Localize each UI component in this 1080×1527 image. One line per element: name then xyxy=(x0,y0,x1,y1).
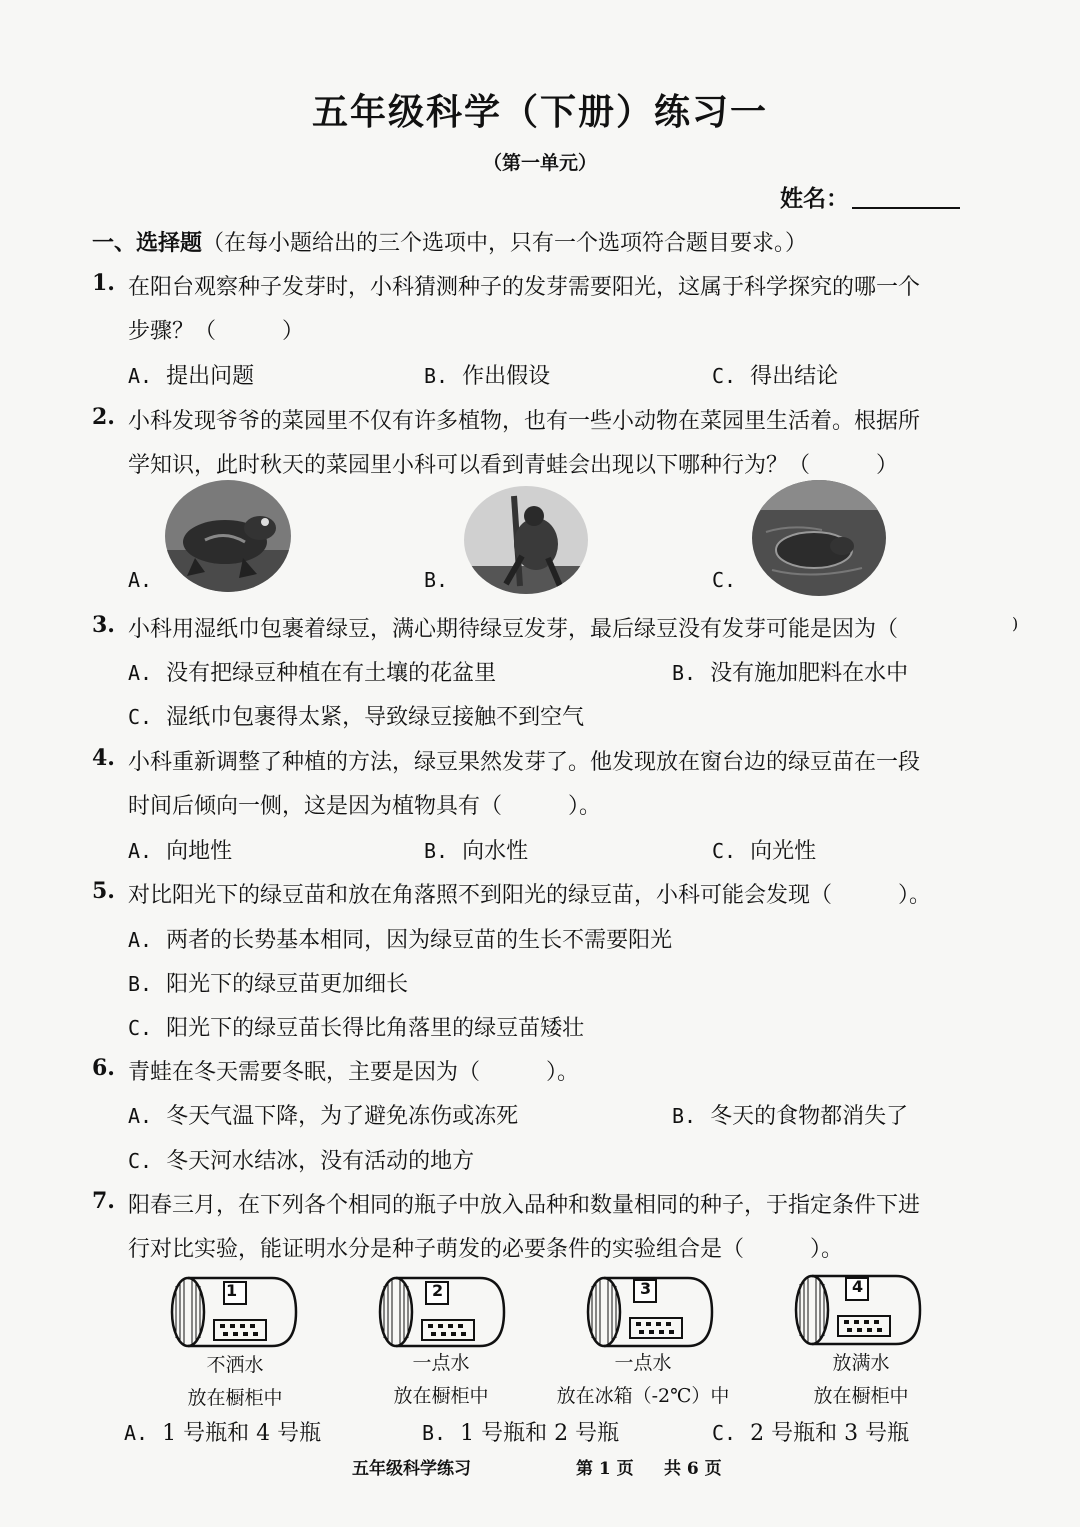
option-label: A. xyxy=(128,568,153,592)
footer-page-number: 第 1 页 xyxy=(576,1459,634,1479)
jar-number: 4 xyxy=(852,1277,864,1296)
option-label: B. xyxy=(424,568,449,592)
option-text: 向地性 xyxy=(166,839,233,864)
option-label: B. xyxy=(424,364,449,388)
option-label: C. xyxy=(712,364,737,388)
option-c[interactable] xyxy=(128,700,584,731)
option-b[interactable] xyxy=(422,1416,619,1447)
jar-water-label: 不洒水 xyxy=(206,1354,264,1376)
option-c[interactable] xyxy=(128,1144,474,1175)
option-a[interactable] xyxy=(128,1099,518,1130)
jar-number: 3 xyxy=(640,1279,652,1298)
jar-water-label: 一点水 xyxy=(412,1352,470,1374)
option-b[interactable] xyxy=(424,359,550,390)
page-title: 五年级科学（下册）练习一 xyxy=(311,91,768,133)
option-label: C. xyxy=(712,568,737,592)
option-a[interactable] xyxy=(128,834,232,865)
question-text-line: 对比阳光下的绿豆苗和放在角落照不到阳光的绿豆苗，小科可能会发现（ ）。 xyxy=(128,883,932,908)
option-text: 冬天河水结冰，没有活动的地方 xyxy=(166,1149,475,1174)
question-number: 1. xyxy=(92,270,115,296)
option-label: C. xyxy=(128,705,153,729)
option-label: A. xyxy=(124,1421,149,1445)
frog-in-water-icon xyxy=(752,480,886,596)
question-text-line: 学知识，此时秋天的菜园里小科可以看到青蛙会出现以下哪种行为？（ ） xyxy=(128,453,899,478)
option-c[interactable] xyxy=(128,1011,584,1042)
question-text-line: 青蛙在冬天需要冬眠，主要是因为（ ）。 xyxy=(128,1060,580,1085)
option-text: 1 号瓶和 4 号瓶 xyxy=(162,1421,322,1446)
option-label: B. xyxy=(672,661,697,685)
option-text: 向光性 xyxy=(750,839,817,864)
option-c[interactable] xyxy=(712,834,816,865)
option-c[interactable] xyxy=(712,568,750,593)
question-number: 5. xyxy=(92,878,115,904)
option-label: A. xyxy=(128,661,153,685)
question-number: 4. xyxy=(92,745,115,771)
jar-place-label: 放在橱柜中 xyxy=(813,1385,909,1407)
question-text-line: 小科用湿纸巾包裹着绿豆，满心期待绿豆发芽，最后绿豆没有发芽可能是因为（ xyxy=(128,617,899,642)
jar-place-label: 放在橱柜中 xyxy=(393,1385,489,1407)
option-label: A. xyxy=(128,364,153,388)
footer-total-pages: 共 6 页 xyxy=(664,1459,722,1479)
frog-climbing-icon xyxy=(464,486,588,594)
question-text-line: 时间后倾向一侧，这是因为植物具有（ ）。 xyxy=(128,794,602,819)
option-label: C. xyxy=(128,1149,153,1173)
question-number: 6. xyxy=(92,1055,115,1081)
option-text: 两者的长势基本相同，因为绿豆苗的生长不需要阳光 xyxy=(166,928,673,953)
option-label: A. xyxy=(128,1104,153,1128)
option-b[interactable] xyxy=(424,834,528,865)
option-b[interactable] xyxy=(672,656,908,687)
jar-place-label: 放在冰箱（-2℃）中 xyxy=(556,1385,730,1407)
option-b[interactable] xyxy=(128,967,408,998)
option-label: C. xyxy=(128,1016,153,1040)
option-a[interactable] xyxy=(128,656,496,687)
option-text: 向水性 xyxy=(462,839,529,864)
option-a[interactable] xyxy=(124,1416,321,1447)
jar-number: 2 xyxy=(432,1281,444,1300)
question-text-line: 在阳台观察种子发芽时，小科猜测种子的发芽需要阳光，这属于科学探究的哪一个 xyxy=(128,275,921,300)
question-text-line: 小科发现爷爷的菜园里不仅有许多植物，也有一些小动物在菜园里生活着。根据所 xyxy=(128,409,921,434)
jar-number: 1 xyxy=(226,1281,238,1300)
question-text-line: 阳春三月，在下列各个相同的瓶子中放入品种和数量相同的种子，于指定条件下进 xyxy=(128,1193,921,1218)
option-text: 2 号瓶和 3 号瓶 xyxy=(750,1421,910,1446)
jar-water-label: 一点水 xyxy=(614,1352,672,1374)
option-label: B. xyxy=(422,1421,447,1445)
option-c[interactable] xyxy=(712,1416,909,1447)
frog-sitting-icon xyxy=(165,480,291,592)
option-label: C. xyxy=(712,839,737,863)
question-number: 7. xyxy=(92,1188,115,1214)
question-text-line: 行对比实验，能证明水分是种子萌发的必要条件的实验组合是（ ）。 xyxy=(128,1237,844,1262)
option-label: B. xyxy=(128,972,153,996)
option-b[interactable] xyxy=(424,568,462,593)
option-a[interactable] xyxy=(128,568,166,593)
option-text: 1 号瓶和 2 号瓶 xyxy=(460,1421,620,1446)
option-c[interactable] xyxy=(712,359,838,390)
option-text: 没有把绿豆种植在有土壤的花盆里 xyxy=(166,661,497,686)
option-text: 阳光下的绿豆苗长得比角落里的绿豆苗矮壮 xyxy=(166,1016,585,1041)
name-label: 姓名： xyxy=(780,185,849,212)
question-number: 3. xyxy=(92,612,115,638)
option-label: B. xyxy=(424,839,449,863)
option-a[interactable] xyxy=(128,923,672,954)
section-title: 一、选择题 xyxy=(92,230,203,256)
jar-water-label: 放满水 xyxy=(832,1352,890,1374)
page-subtitle: （第一单元） xyxy=(482,152,597,174)
option-text: 得出结论 xyxy=(750,364,839,389)
section-instruction: （在每小题给出的三个选项中，只有一个选项符合题目要求。） xyxy=(202,231,808,256)
footer-title: 五年级科学练习 xyxy=(352,1459,471,1479)
question-number: 2. xyxy=(92,404,115,430)
question-text-line: ) xyxy=(1012,614,1019,633)
option-label: B. xyxy=(672,1104,697,1128)
question-text-line: 小科重新调整了种植的方法，绿豆果然发芽了。他发现放在窗台边的绿豆苗在一段 xyxy=(128,750,921,775)
option-label: C. xyxy=(712,1421,737,1445)
option-text: 湿纸巾包裹得太紧，导致绿豆接触不到空气 xyxy=(166,705,585,730)
option-text: 提出问题 xyxy=(166,364,255,389)
option-text: 冬天气温下降，为了避免冻伤或冻死 xyxy=(166,1104,519,1129)
option-label: A. xyxy=(128,928,153,952)
option-text: 冬天的食物都消失了 xyxy=(710,1104,909,1129)
section-heading xyxy=(92,226,807,257)
option-b[interactable] xyxy=(672,1099,908,1130)
jar-place-label: 放在橱柜中 xyxy=(187,1387,283,1409)
option-text: 阳光下的绿豆苗更加细长 xyxy=(166,972,409,997)
option-label: A. xyxy=(128,839,153,863)
name-blank-line[interactable] xyxy=(852,207,960,209)
option-a[interactable] xyxy=(128,359,254,390)
option-text: 没有施加肥料在水中 xyxy=(710,661,909,686)
question-text-line: 步骤？（ ） xyxy=(128,319,305,344)
option-text: 作出假设 xyxy=(462,364,551,389)
